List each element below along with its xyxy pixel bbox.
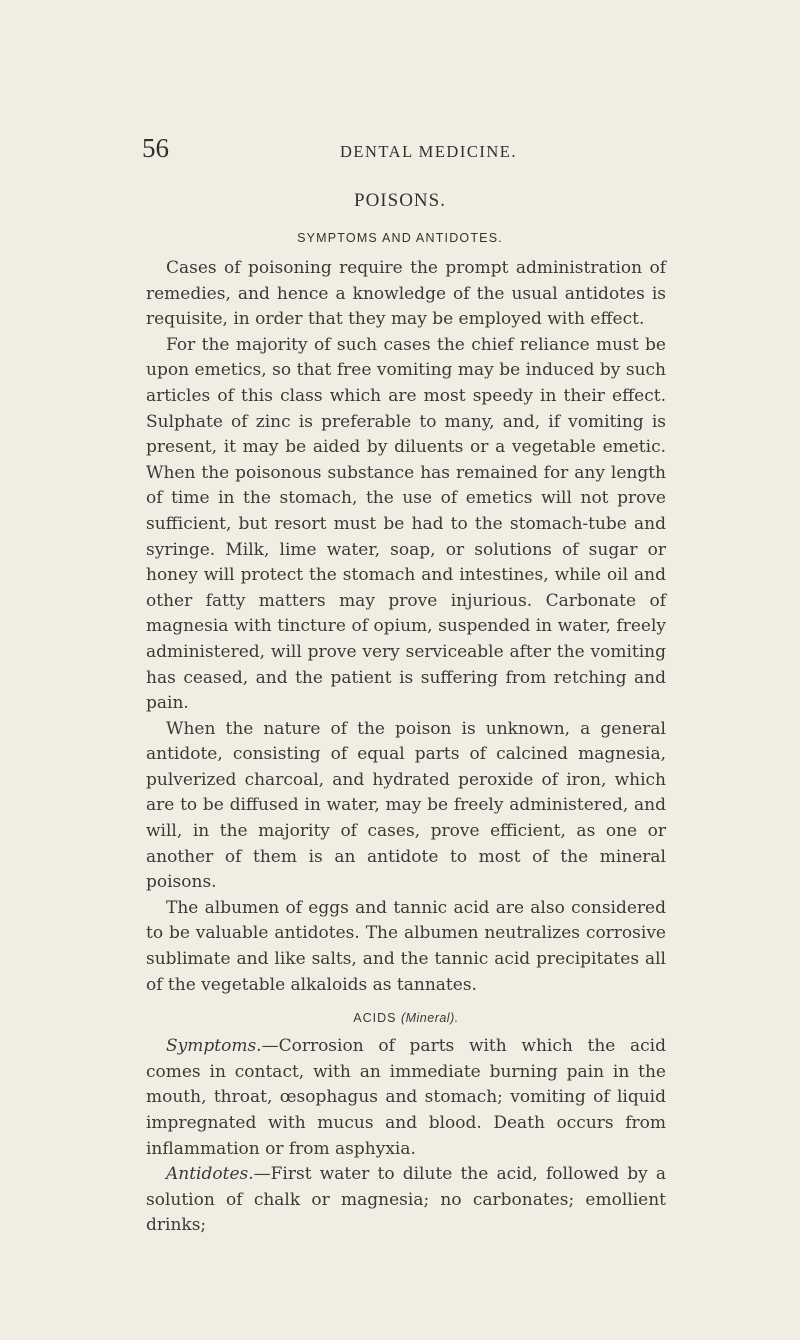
paragraph-symptoms bbox=[146, 1034, 666, 1162]
paragraph-general-antidote: When the nature of the poison is unknown, a general antidote, consisting of equal parts of calcined magnesia, pulverized charcoal, and hydrated peroxide of iron, which are to be diffused in water, may be freely administered, and will, in the majority of cases, prove efficient, as one or another of them is an antidote to most of the mineral poisons. bbox=[146, 718, 666, 893]
antidotes-label: Antidotes. bbox=[166, 1164, 254, 1185]
antidotes-text: —First water to dilute the acid, followed by a solution of chalk or magnesia; no carbonates; emollient drinks; bbox=[146, 1164, 666, 1236]
running-head: DENTAL MEDICINE. bbox=[340, 142, 517, 161]
symptoms-text: —Corrosion of parts with which the acid comes in contact, with an immediate burning pain in the mouth, throat, œsophagus and stomach; vomiting of liquid impregnated with mucus and blood. Death occurs from inflammation or from asphyxia. bbox=[146, 1036, 666, 1159]
body-text bbox=[146, 256, 666, 1239]
section-heading-paren: (Mineral). bbox=[400, 1011, 459, 1026]
chapter-subtitle: SYMPTOMS AND ANTIDOTES. bbox=[297, 231, 503, 245]
chapter-title: POISONS. bbox=[354, 190, 446, 211]
paragraph-intro: Cases of poisoning require the prompt administration of remedies, and hence a knowledge of the usual antidotes is requisite, in order that they may be employed with effect. bbox=[146, 258, 666, 330]
page-header bbox=[142, 133, 702, 169]
symptoms-label: Symptoms. bbox=[166, 1036, 262, 1057]
page-number: 56 bbox=[142, 133, 169, 163]
section-heading bbox=[146, 1008, 666, 1028]
paragraph-albumen: The albumen of eggs and tannic acid are also considered to be valuable antidotes. The albumen neutralizes corrosive sublimate and like salts, and the tannic acid precipitates all of the vegetable alkaloids as tannates. bbox=[146, 897, 666, 995]
section-heading-text: ACIDS bbox=[353, 1011, 397, 1026]
paragraph-emetics: For the majority of such cases the chief reliance must be upon emetics, so that free vomiting may be induced by such articles of this class which are most speedy in their effect. Sulphate of zinc is preferable to many, and, if vomiting is present, it may be aided by diluents or a vegetable emetic. When the poisonous substance has remained for any length of time in the stomach, the use of emetics will not prove sufficient, but resort must be had to the stomach-tube and syringe. Milk, lime water, soap, or solutions of sugar or honey will protect the stomach and intestines, while oil and other fatty matters may prove injurious. Carbonate of magnesia with tincture of opium, suspended in water, freely administered, will prove very serviceable after the vomiting has ceased, and the patient is suffering from retching and pain. bbox=[146, 334, 666, 714]
paragraph-antidotes bbox=[146, 1162, 666, 1239]
